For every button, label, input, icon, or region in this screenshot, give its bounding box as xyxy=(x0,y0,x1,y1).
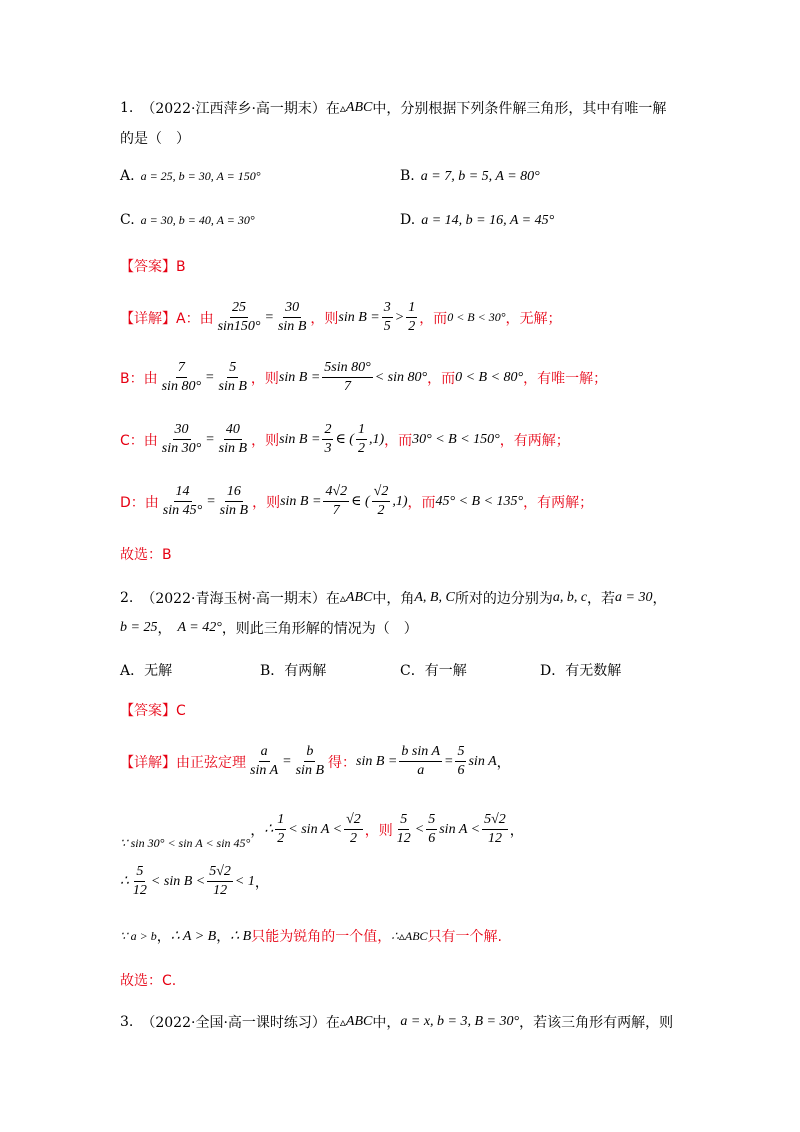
q1-option-a[interactable]: A. a = 25, b = 30, A = 150° xyxy=(120,168,261,184)
q1-detail-b: B：由 $\frac{7}{\sin 80^\circ}$ = $\frac{5}{\text{sin B}}$ ，则 sin B = $\frac{5\sin 80^\circ}{7}$ < sin 80° ，而 0 < B < 80° ，有唯一解； xyxy=(120,360,608,395)
q2-source: （2022·青海玉树·高一期末） xyxy=(141,591,326,607)
q3-source: （2022·全国·高一课时练习） xyxy=(141,1015,326,1031)
q1-detail-d: D：由 $\frac{14}{\sin 45^\circ}$ = $\frac{16}{\text{sin B}}$ ，则 sin B = $\frac{4√2}{7}$ ∈ ( $\frac{√2}{2}$ ,1) ，而 45° < B < 135° ，有两解； xyxy=(120,484,594,519)
q2-option-a[interactable]: A．无解 xyxy=(120,663,173,679)
q1-stem-line2 xyxy=(120,128,190,148)
q2-detail-line1: 【详解】由正弦定理 $\frac{a}{\text{sin A}}$ = $\frac{b}{\text{sin B}}$ 得： sin B = $\frac{\text{b sin A}}{a}$ = $\frac{5}{6}$ sin A ， xyxy=(120,744,511,779)
q1-answer: 【答案】B xyxy=(120,259,186,275)
q1-choose: 故选：B xyxy=(120,547,172,563)
q1-number: 1. xyxy=(120,100,134,116)
q3-stem-line1: 3. （2022·全国·高一课时练习） 在 ▵ ABC 中， a = x, b = 3, B = 30° ，若该三角形有两解，则 xyxy=(120,1014,674,1031)
q2-number: 2. xyxy=(120,590,134,606)
q2-option-c[interactable]: C．有一解 xyxy=(400,663,467,679)
q1-detail-c: C：由 $\frac{30}{\sin 30^\circ}$ = $\frac{40}{\text{sin B}}$ ，则 sin B = $\frac{2}{3}$ ∈ ( $\frac{1}{2}$ ,1) ，而 30° < B < 150° ，有两解； xyxy=(120,422,570,457)
q2-choose: 故选：C. xyxy=(120,973,177,989)
q2-option-b[interactable]: B．有两解 xyxy=(260,663,327,679)
q1-text3: 的是（ ） xyxy=(120,131,190,147)
q2-stem-line1: 2. （2022·青海玉树·高一期末） 在 ▵ ABC 中，角 A, B, C 所对的边分别为 a, b, c ，若 a = 30 ， xyxy=(120,590,667,607)
q1-text: 在 xyxy=(325,101,340,117)
q1-option-c[interactable]: C. a = 30, b = 40, A = 30° xyxy=(120,212,255,228)
q1-stem-line1: 1. （2022·江西萍乡·高一期末） 在 ▵ ABC 中，分别根据下列条件解三角形，其中有唯一解 xyxy=(120,100,667,117)
q2-detail-line4: ∵ a > b ， ∴ A > B ， ∴ B 只能为锐角的一个值， ∴▵ABC 只有一个解. xyxy=(120,928,503,945)
q1-option-d[interactable]: D. a = 14, b = 16, A = 45° xyxy=(400,212,555,228)
q1-triangle: ABC xyxy=(345,100,373,115)
q2-answer: 【答案】C xyxy=(120,703,186,719)
q2-detail-line3: ∴ $\frac{5}{12}$ < sin B < $\frac{5√2}{12}$ < 1 ， xyxy=(120,864,269,899)
q1-text2: 中，分别根据下列条件解三角形，其中有唯一解 xyxy=(372,101,667,117)
q3-number: 3. xyxy=(120,1014,134,1030)
q2-detail-line2: ∵ sin 30° < sin A < sin 45° ， ∴ $\frac{1}{2}$ < sin A < $\frac{√2}{2}$ ，则 $\frac{5}{12}$ < $\frac{5}{6}$ sin A < $\frac{5√2}{12}$ ， xyxy=(120,811,524,850)
q2-stem-line2: b = 25 ， A = 42° ，则此三角形解的情况为（ ） xyxy=(120,620,418,637)
q1-source: （2022·江西萍乡·高一期末） xyxy=(141,101,326,117)
q2-option-d[interactable]: D．有无数解 xyxy=(540,663,622,679)
q1-detail-a: 【详解】A：由 $\frac{25}{\sin 150^\circ}$ = $\frac{30}{\text{sin B}}$ ，则 sin B = $\frac{3}{5}$ > $\frac{1}{2}$ ，而 0 < B < 30° ，无解； xyxy=(120,300,562,335)
q1-option-b[interactable]: B. a = 7, b = 5, A = 80° xyxy=(400,168,540,184)
